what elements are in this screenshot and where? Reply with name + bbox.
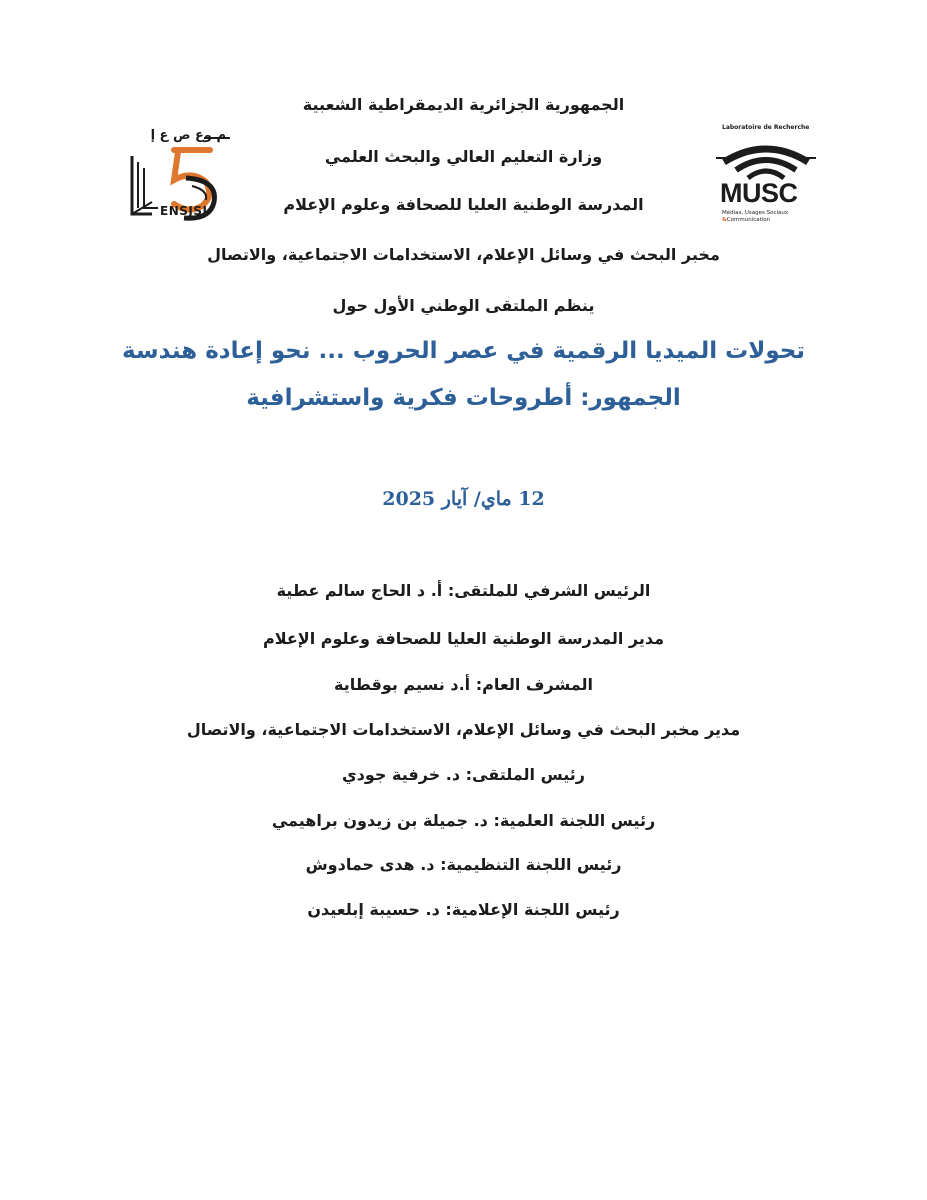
musc-ampersand: & xyxy=(722,217,727,223)
conference-date: 12 ماي/ آيار 2025 xyxy=(382,488,545,510)
musc-wordmark: MUSC xyxy=(720,178,798,208)
committee-line-conference-chair: رئيس الملتقى: د. خرفية جودي xyxy=(342,765,585,784)
committee-line-honorary-president: الرئيس الشرفي للملتقى: أ. د الحاج سالم عطية xyxy=(276,581,651,600)
musc-caption: Laboratoire de Recherche xyxy=(722,124,810,131)
header-republic: الجمهورية الجزائرية الديمقراطية الشعبية xyxy=(302,95,625,114)
header-school: المدرسة الوطنية العليا للصحافة وعلوم الإعلام xyxy=(283,195,644,214)
ensjsi-arabic-mark: م وع ص ع إ xyxy=(150,128,226,143)
musc-subtitle-line2 xyxy=(722,217,788,224)
header-ministry: وزارة التعليم العالي والبحث العلمي xyxy=(324,147,603,166)
committee-line-school-director: مدير المدرسة الوطنية العليا للصحافة وعلوم الإعلام xyxy=(263,629,664,648)
committee-line-lab-director: مدير مخبر البحث في وسائل الإعلام، الاستخدامات الاجتماعية، والاتصال xyxy=(186,720,741,739)
musc-subtitle-line1: Médias, Usages Sociaux xyxy=(722,210,789,216)
conference-title-line2: الجمهور: أطروحات فكرية واستشرافية xyxy=(246,385,681,411)
committee-line-organizing-chair: رئيس اللجنة التنظيمية: د. هدى حمادوش xyxy=(305,855,622,874)
ensjsi-wordmark: ENSJSI xyxy=(160,204,208,218)
musc-subtitle-communication: Communication xyxy=(726,217,771,223)
committee-line-scientific-chair: رئيس اللجنة العلمية: د. جميلة بن زيدون براهيمي xyxy=(271,811,656,830)
header-organizes: ينظم الملتقى الوطني الأول حول xyxy=(332,296,595,315)
header-lab: مخبر البحث في وسائل الإعلام، الاستخدامات الاجتماعية، والاتصال xyxy=(207,245,720,264)
committee-line-media-chair: رئيس اللجنة الإعلامية: د. حسيبة إبلعيدن xyxy=(307,900,620,919)
conference-title-line1: تحولات الميديا الرقمية في عصر الحروب ... نحو إعادة هندسة xyxy=(122,338,805,364)
committee-line-general-supervisor: المشرف العام: أ.د نسيم بوقطاية xyxy=(334,675,593,694)
